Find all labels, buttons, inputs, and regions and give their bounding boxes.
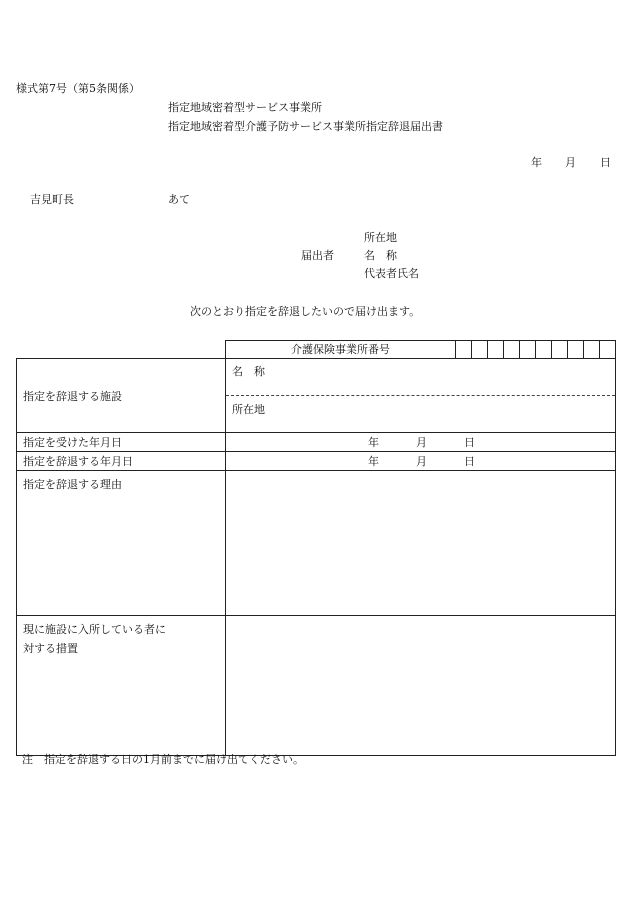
digit-box[interactable] xyxy=(600,341,615,358)
digit-box[interactable] xyxy=(488,341,504,358)
digit-box[interactable] xyxy=(568,341,584,358)
designated-month: 月 xyxy=(416,435,427,449)
reason-label: 指定を辞退する理由 xyxy=(17,471,226,616)
facility-cell xyxy=(226,359,616,433)
withdraw-date-field[interactable] xyxy=(226,452,616,471)
footnote: 注 指定を辞退する日の1月前までに届け出てください。 xyxy=(22,753,304,766)
empty-corner xyxy=(17,341,226,359)
designated-year: 年 xyxy=(368,435,379,449)
applicant-address-label: 所在地 xyxy=(364,231,397,244)
provider-number-cell xyxy=(226,341,616,359)
designated-date-field[interactable] xyxy=(226,433,616,452)
title-line-1: 指定地域密着型サービス事業所 xyxy=(168,101,322,114)
facility-address-field[interactable] xyxy=(226,396,615,417)
measures-label xyxy=(17,616,226,756)
facility-name-field[interactable] xyxy=(226,359,615,396)
withdrawal-form-table xyxy=(16,340,616,756)
provider-number-grid xyxy=(226,341,615,358)
designated-date-label: 指定を受けた年月日 xyxy=(17,433,226,452)
provider-number-label: 介護保険事業所番号 xyxy=(226,341,456,358)
measures-label-line-2: 対する措置 xyxy=(23,642,78,655)
designated-day: 日 xyxy=(464,435,475,449)
addressee: 吉見町長 xyxy=(30,193,74,206)
withdraw-day: 日 xyxy=(464,454,475,468)
date-month: 月 xyxy=(565,156,576,169)
digit-box[interactable] xyxy=(520,341,536,358)
facility-name-label: 名 称 xyxy=(232,365,265,378)
digit-box[interactable] xyxy=(584,341,600,358)
date-year: 年 xyxy=(531,156,542,169)
digit-box[interactable] xyxy=(552,341,568,358)
applicant-rep-label: 代表者氏名 xyxy=(364,267,419,280)
facility-label: 指定を辞退する施設 xyxy=(17,359,226,433)
addressee-suffix: あて xyxy=(168,193,190,206)
withdraw-date-label: 指定を辞退する年月日 xyxy=(17,452,226,471)
measures-field[interactable] xyxy=(226,616,616,756)
digit-box[interactable] xyxy=(456,341,472,358)
withdraw-year: 年 xyxy=(368,454,379,468)
withdraw-month: 月 xyxy=(416,454,427,468)
digit-box[interactable] xyxy=(536,341,552,358)
measures-label-line-1: 現に施設に入所している者に xyxy=(23,623,166,636)
digit-box[interactable] xyxy=(504,341,520,358)
digit-box[interactable] xyxy=(472,341,488,358)
facility-address-label: 所在地 xyxy=(232,403,265,416)
form-number: 様式第7号（第5条関係） xyxy=(16,82,140,95)
date-day: 日 xyxy=(600,156,611,169)
statement: 次のとおり指定を辞退したいので届け出ます。 xyxy=(190,305,421,318)
title-line-2: 指定地域密着型介護予防サービス事業所指定辞退届出書 xyxy=(168,120,443,133)
applicant-label: 届出者 xyxy=(301,249,334,262)
reason-field[interactable] xyxy=(226,471,616,616)
applicant-name-label: 名 称 xyxy=(364,249,397,262)
